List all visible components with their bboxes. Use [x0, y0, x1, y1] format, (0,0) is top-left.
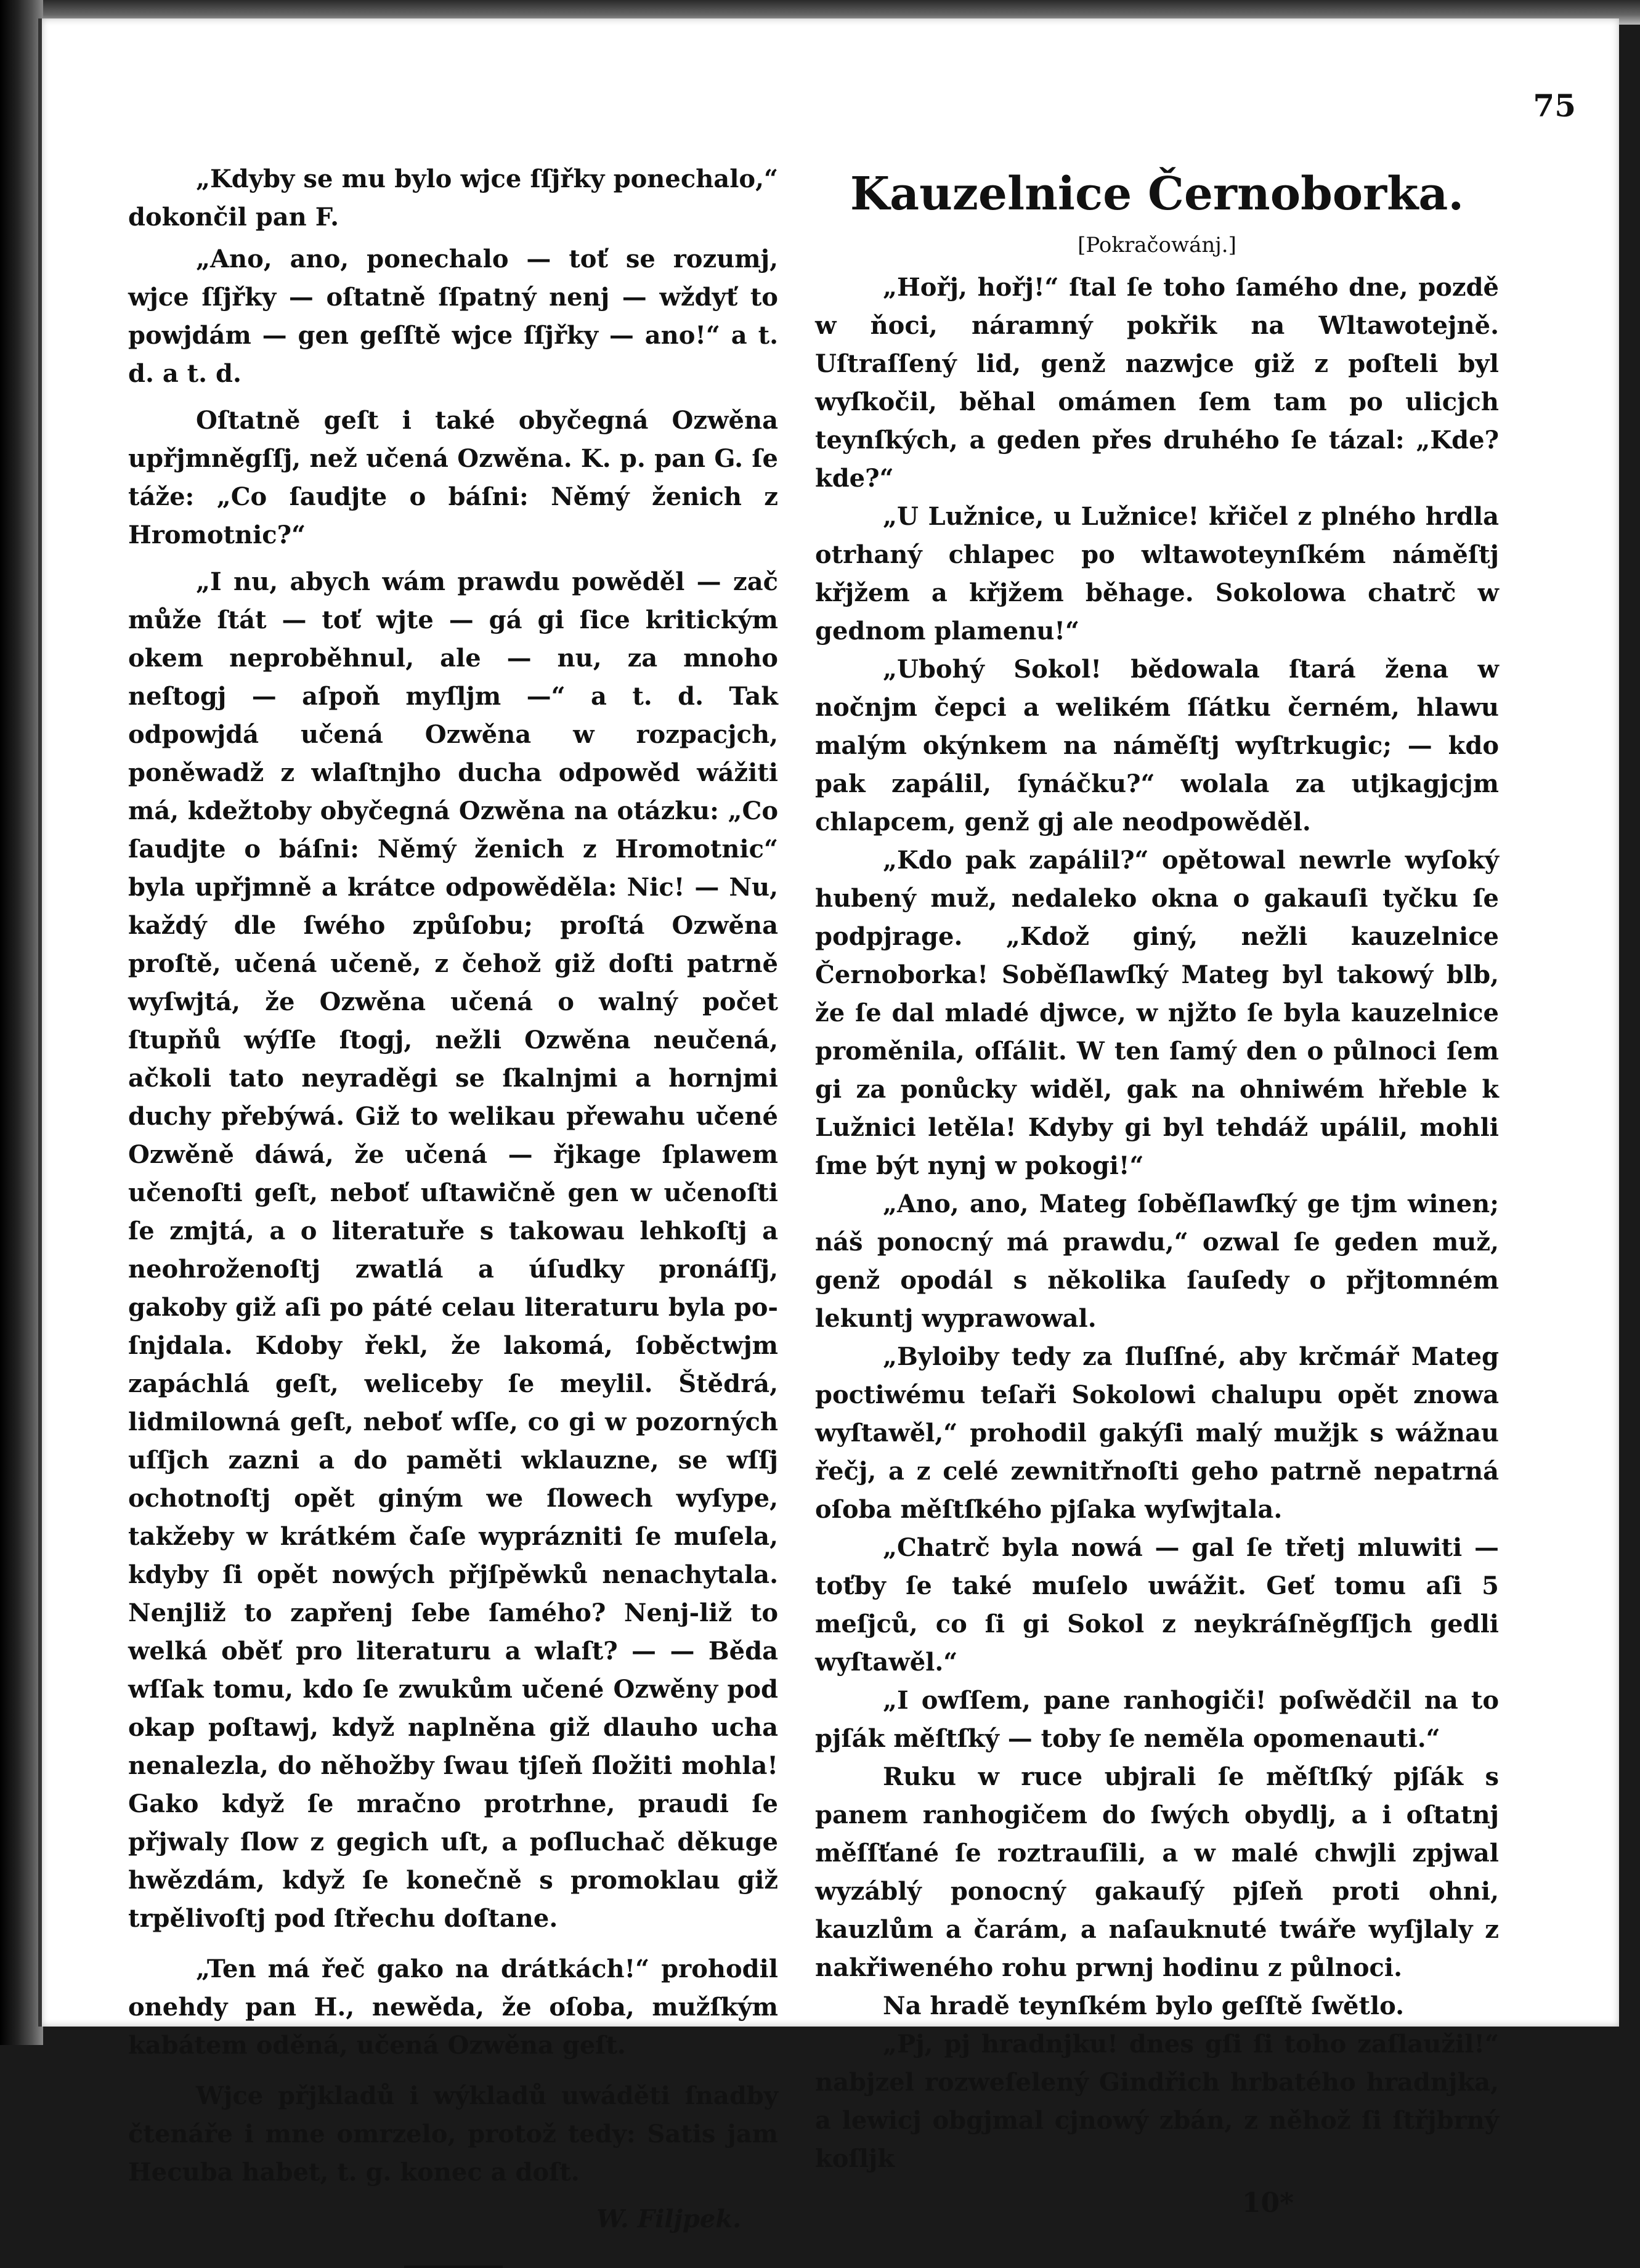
right-paragraph-2: „U Lužnice, u Lužnice! křičel z plného hrdla otrhaný chlapec po wltawoteynſkém náměſtj křjžem a křjžem běhage. Sokolowa chatrč w gednom plamenu!“ [815, 502, 1499, 646]
right-paragraph-6: „Byloiby tedy za ſluſſné, aby krčmář Mateg poctiwému teſaři Sokolowi chalupu opět znowa wyſtawěl,“ prohodil gakýſi malý mužjk s wážnau řečj, a z celé zewnitřnoſti geho patrně nepatrná oſoba měſtſkého pjſaka wyſwjtala. [815, 1342, 1499, 1524]
section-divider-rule [404, 2266, 503, 2268]
book-page [38, 18, 1619, 2234]
right-column [815, 166, 1499, 2222]
left-paragraph-5: „Ten má řeč gako na drátkách!“ prohodil onehdy pan H., newěda, že oſoba, mužſkým kabátem oděná, učená Ozwěna geſt. [128, 1954, 778, 2060]
article-subtitle: [Pokračowánj.] [1078, 233, 1236, 257]
right-paragraph-5: „Ano, ano, Mateg ſoběſlawſký ge tjm winen; náš ponocný má prawdu,“ ozwal ſe geden muž, genž opodál s několika ſauſedy o přjtomném lekuntj wyprawowal. [815, 1189, 1499, 1333]
page-number: 75 [1533, 87, 1576, 124]
right-paragraph-7: „Chatrč byla nowá — gal ſe třetj mluwiti — toťby ſe také muſelo uwážit. Geť tomu aſi 5 meſjců, co ſi gi Sokol z neykráſněgſſjch gedli wyſtawěl.“ [815, 1533, 1499, 1677]
right-paragraph-10: Na hradě teynſkém bylo geſſtě ſwětlo. [883, 1991, 1405, 2020]
right-paragraph-3: „Ubohý Sokol! bědowala ſtará žena w nočnjm čepci a welikém ſſátku černém, hlawu malým okýnkem na náměſtj wyſtrkugic; — kdo pak zapálil, ſynáčku?“ wolala za utjkagjcjm chlapcem, genž gj ale neodpowěděl. [815, 655, 1499, 836]
printer-signature-mark: 10* [1241, 2187, 1294, 2219]
scan-left-edge [0, 0, 43, 2045]
left-column [128, 160, 778, 2268]
right-paragraph-8: „I owſſem, pane ranhogiči! poſwědčil na to pjſák měſtſký — toby ſe neměla opomenauti.“ [815, 1686, 1499, 1753]
left-paragraph-3: Oſtatně geſt i také obyčegná Ozwěna upřjmněgſſj, než učená Ozwěna. K. p. pan G. ſe táže: „Co ſaudjte o báſni: Němý ženich z Hromotnic?“ [128, 406, 778, 549]
left-paragraph-1: „Kdyby se mu bylo wjce ſſjřky ponechalo,“ dokončil pan F. [128, 164, 778, 232]
left-paragraph-2: „Ano, ano, ponechalo — toť se rozumj, wjce ſſjřky — oſtatně ſſpatný nenj — wždyť to powjdám — gen geſſtě wjce ſſjřky — ano!“ a t. d. a t. d. [128, 245, 778, 388]
author-signature: W. Filjpek. [596, 2205, 741, 2234]
right-paragraph-1: „Hořj, hořj!“ ſtal ſe toho ſamého dne, pozdě w ňoci, náramný pokřik na Wltawotejně. Uſtraſſený lid, genž nazwjce giž z poſteli byl wyſkočil, běhal omámen ſem tam po ulicjch teynſkých, a geden přes druhého ſe tázal: „Kde? kde?“ [815, 273, 1499, 493]
right-paragraph-4: „Kdo pak zapálil?“ opětowal newrle wyſoký hubený muž, nedaleko okna o gakauſi tyčku ſe podpjrage. „Kdož giný, nežli kauzelnice Černoborka! Soběſlawſký Mateg byl takowý blb, že ſe dal mladé djwce, w njžto ſe byla kauzelnice proměnila, oſſálit. W ten ſamý den o půlnoci ſem gi za ponůcky widěl, gak na ohniwém hřeble k Lužnici letěla! Kdyby gi byl tehdáž upálil, mohli ſme být nynj w pokogi!“ [815, 846, 1499, 1180]
article-title: Kauzelnice Černoborka. [850, 168, 1464, 221]
left-paragraph-6: Wjce přjkladů i wýkladů uwáděti ſnadby čtenáře i mne omrzelo, protož tedy: Satis jam Hecuba habet, t. g. konec a doſt. [128, 2081, 778, 2187]
left-paragraph-4: „I nu, abych wám prawdu powěděl — zač může ſtát — toť wjte — gá gi ſice kritickým okem neproběhnul, ale — nu, za mnoho neſtogj — aſpoň myſljm —“ a t. d. Tak odpowjdá učená Ozwěna w rozpacjch, poněwadž z wlaſtnjho ducha odpowěd wážiti má, kdežtoby obyčegná Ozwěna na otázku: „Co ſaudjte o báſni: Němý ženich z Hromotnic“ byla upřjmně a krátce odpowěděla: Nic! — Nu, každý dle ſwého způſobu; proſtá Ozwěna proſtě, učená učeně, z čehož giž doſti patrně wyſwjtá, že Ozwěna učená o walný počet ſtupňů wýſſe ſtogj, nežli Ozwěna neučená, ačkoli tato neyraděgi se ſkalnjmi a hornjmi duchy přebýwá. Giž to welikau přewahu učené Ozwěně dáwá, že učená — řjkage ſplawem učenoſti geſt, neboť uſtawičně gen w učenoſti ſe zmjtá, a o literatuře s takowau lehkoſtj a neohroženoſtj zwatlá a úſudky pronáſſj, gakoby giž aſi po páté celau literaturu byla poſnjdala. Kdoby řekl, že lakomá, ſoběctwjm zapáchlá geſt, weliceby ſe meylil. Štědrá, lidmilowná geſt, neboť wſſe, co gi w pozorných uſſjch zazni a do paměti wklauzne, se wſſj ochotnoſtj opět giným we ſlowech wyſype, takžeby w krátkém čaſe wyprázniti ſe muſela, kdyby ſi opět nowých přjſpěwků nenachytala. Nenjliž to zapřenj ſebe ſamého? Nenj-liž to welká oběť pro literaturu a wlaſt? — — Běda wſſak tomu, kdo ſe zwukům učené Ozwěny pod okap poſtawj, když naplněna giž dlauho ucha nenalezla, do něhožby ſwau tjſeň ſložiti mohla! Gako když ſe mračno protrhne, praudi ſe přjwaly ſlow z gegich uſt, a poſluchač děkuge hwězdám, když ſe konečně s promoklau giž trpělivoſtj pod ſtřechu doſtane. [128, 567, 778, 1933]
right-paragraph-11: „Pj, pj hradnjku! dnes gſi ſi toho zaſlaužil!“ nabjzel rozweſelený Gindřich hrbatého hradnjka, a lewicj obgjmal cjnowý zbán, z něhož ſi ſtřjbrný koſljk [815, 2030, 1499, 2173]
right-paragraph-9: Ruku w ruce ubjrali ſe měſtſký pjſák s panem ranhogičem do ſwých obydlj, a i oſtatnj měſſťané ſe roztrauſili, a w malé chwjli zpjwal wyzáblý ponocný gakauſý pjſeň proti ohni, kauzlům a čarám, a naſauknuté twáře wyſjlaly z nakřiweného rohu prwnj hodinu z půlnoci. [815, 1762, 1499, 1982]
